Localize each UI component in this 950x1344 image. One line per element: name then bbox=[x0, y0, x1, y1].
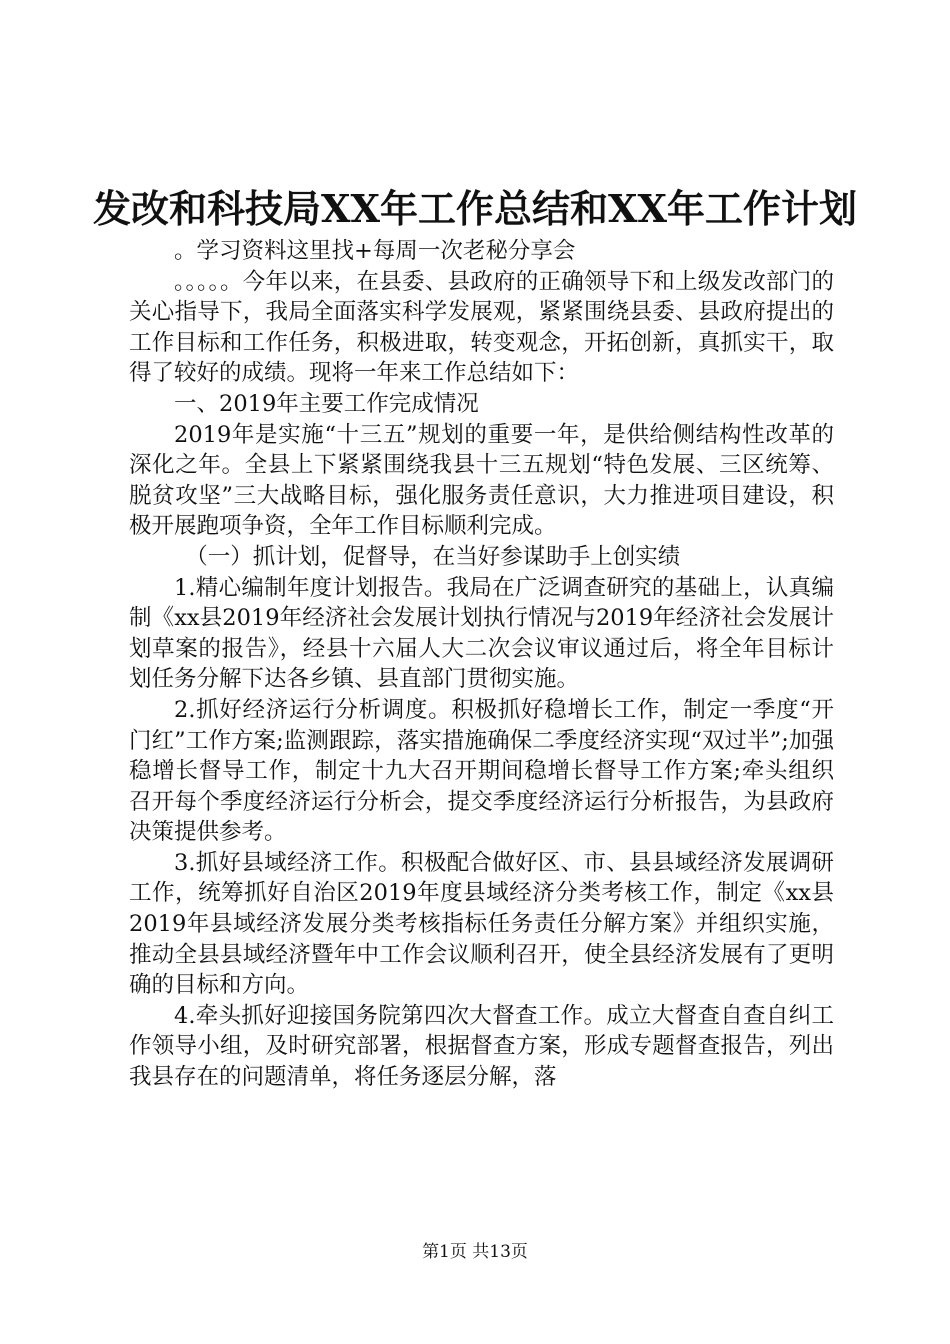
paragraph-item-3: 3.抓好县域经济工作。积极配合做好区、市、县县域经济发展调研工作，统筹抓好自治区2019年度县域经济分类考核工作，制定《xx县2019年县域经济发展分类考核指标任务责任分解方案》并组织实施，推动全县县域经济暨年中工作会议顺利召开，使全县经济发展有了更明确的目标和方向。 bbox=[129, 849, 834, 999]
subsection-heading-1: （一）抓计划，促督导，在当好参谋助手上创实绩 bbox=[185, 543, 681, 570]
document-title: 发改和科技局XX年工作总结和XX年工作计划 bbox=[93, 186, 857, 231]
document-body bbox=[129, 236, 834, 1093]
paragraph-opening: 。。。。。今年以来，在县委、县政府的正确领导下和上级发改部门的关心指导下，我局全面落实科学发展观，紧紧围绕县委、县政府提出的工作目标和工作任务，积极进取，转变观念，开拓创新，真抓实干，取得了较好的成绩。现将一年来工作总结如下： bbox=[129, 268, 834, 387]
paragraph-item-4: 4.牵头抓好迎接国务院第四次大督查工作。成立大督查自查自纠工作领导小组，及时研究部署，根据督查方案，形成专题督查报告，列出我县存在的问题清单，将任务逐层分解，落 bbox=[129, 1002, 834, 1091]
page-footer: 第1页 共13页 bbox=[422, 1242, 528, 1262]
paragraph-intro-note: 。学习资料这里找+每周一次老秘分享会 bbox=[174, 238, 576, 264]
paragraph-item-1: 1.精心编制年度计划报告。我局在广泛调查研究的基础上，认真编制《xx县2019年经济社会发展计划执行情况与2019年经济社会发展计划草案的报告》，经县十六届人大二次会议审议通过后，将全年目标计划任务分解下达各乡镇、县直部门贯彻实施。 bbox=[129, 574, 834, 693]
paragraph-overview: 2019年是实施“十三五”规划的重要一年，是供给侧结构性改革的深化之年。全县上下紧紧围绕我县十三五规划“特色发展、三区统筹、脱贫攻坚”三大战略目标，强化服务责任意识，大力推进项目建设，积极开展跑项争资，全年工作目标顺利完成。 bbox=[129, 421, 834, 540]
paragraph-item-2: 2.抓好经济运行分析调度。积极抓好稳增长工作，制定一季度“开门红”工作方案;监测跟踪，落实措施确保二季度经济实现“双过半”;加强稳增长督导工作，制定十九大召开期间稳增长督导工作方案;牵头组织召开每个季度经济运行分析会，提交季度经济运行分析报告，为县政府决策提供参考。 bbox=[129, 696, 834, 846]
section-heading-1: 一、2019年主要工作完成情况 bbox=[174, 390, 479, 417]
